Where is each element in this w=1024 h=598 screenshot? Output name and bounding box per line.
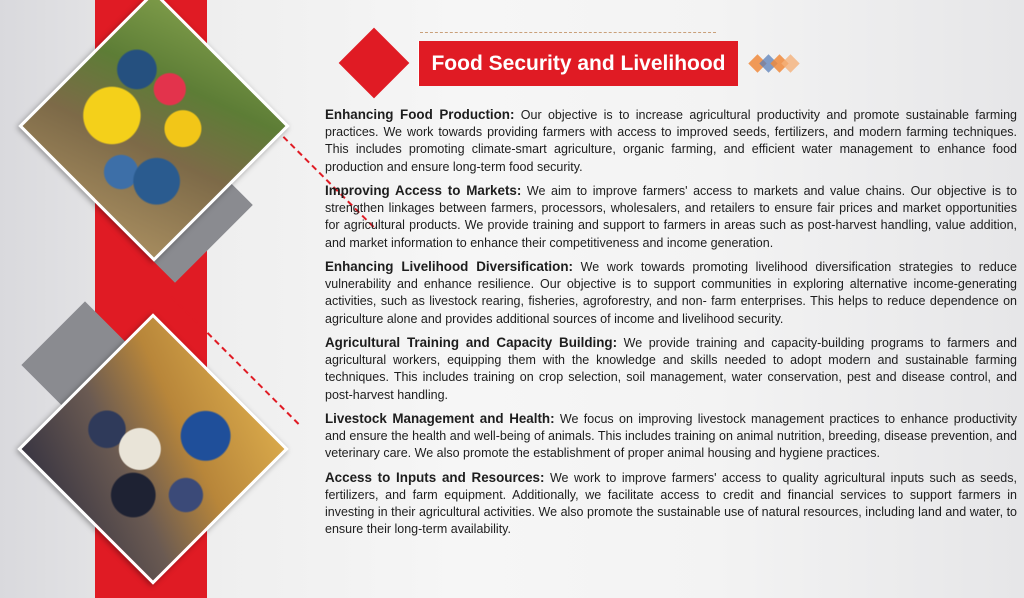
section-inputs-resources: [325, 469, 1017, 539]
section-heading: Agricultural Training and Capacity Building:: [325, 335, 618, 350]
livestock-distribution-photo: [18, 0, 290, 262]
section-heading: Enhancing Food Production:: [325, 107, 515, 122]
section-body: We provide training and capacity-building programs to farmers and agricultural workers, equipping them with the knowledge and skills needed to adopt modern and sustainable farming techniques. This includes training on crop selection, soil management, water conservation, pest and disease control, and post-harvest handling.: [325, 336, 1017, 402]
title-dashed-line: [420, 32, 716, 33]
section-body: We work to improve farmers' access to quality agricultural inputs such as seeds, fertilizers, and farm equipment. Additionally, we facilitate access to credit and financial services to support farmers in investing in their agricultural activities. We also promote the sustainable use of natural resources, including land and water, to ensure their long-term availability.: [325, 470, 1017, 537]
section-heading: Livestock Management and Health:: [325, 411, 555, 426]
section-body: We work towards promoting livelihood diversification strategies to reduce vulnerability and enhance resilience. Our objective is to support communities in exploring alternative income-generating activities, such as livestock rearing, fisheries, agroforestry, and non- farm enterprises. This helps to reduce dependence on agriculture alone and provides additional sources of income and livelihood security.: [325, 260, 1018, 326]
page-title: Food Security and Livelihood: [418, 41, 738, 86]
section-heading: Enhancing Livelihood Diversification:: [325, 259, 573, 274]
title-diamond-icon: [339, 28, 410, 99]
section-body: We focus on improving livestock management practices to enhance productivity and ensure the health and well-being of animals. This includes training on animal nutrition, breeding, disease prevention, and veterinary care. We also promote the establishment of proper animal housing and hygiene practices.: [325, 412, 1017, 461]
section-heading: Improving Access to Markets:: [325, 183, 522, 198]
section-food-production: [325, 106, 1017, 176]
content-body: [325, 106, 1017, 545]
ornament-diamond-icon-4: [781, 54, 799, 72]
section-heading: Access to Inputs and Resources:: [325, 469, 545, 485]
section-training-capacity: [325, 334, 1017, 404]
section-body: We aim to improve farmers' access to markets and value chains. Our objective is to strengthen linkages between farmers, processors, wholesalers, and retailers to ensure fair prices and market opportunities for agricultural products. We provide training and support to farmers in areas such as post-harvest handling, value addition, and market information to enhance their competitiveness and income generation.: [325, 184, 1017, 250]
section-body: Our objective is to increase agricultural productivity and promote sustainable farming practices. We work towards providing farmers with access to improved seeds, fertilizers, and modern farming techniques. This includes promoting climate-smart agriculture, organic farming, and efficient water management to enhance food production and ensure long-term food security.: [325, 108, 1017, 174]
section-livelihood-diversification: [325, 258, 1017, 328]
section-livestock-health: [325, 410, 1017, 463]
section-market-access: [325, 182, 1017, 252]
